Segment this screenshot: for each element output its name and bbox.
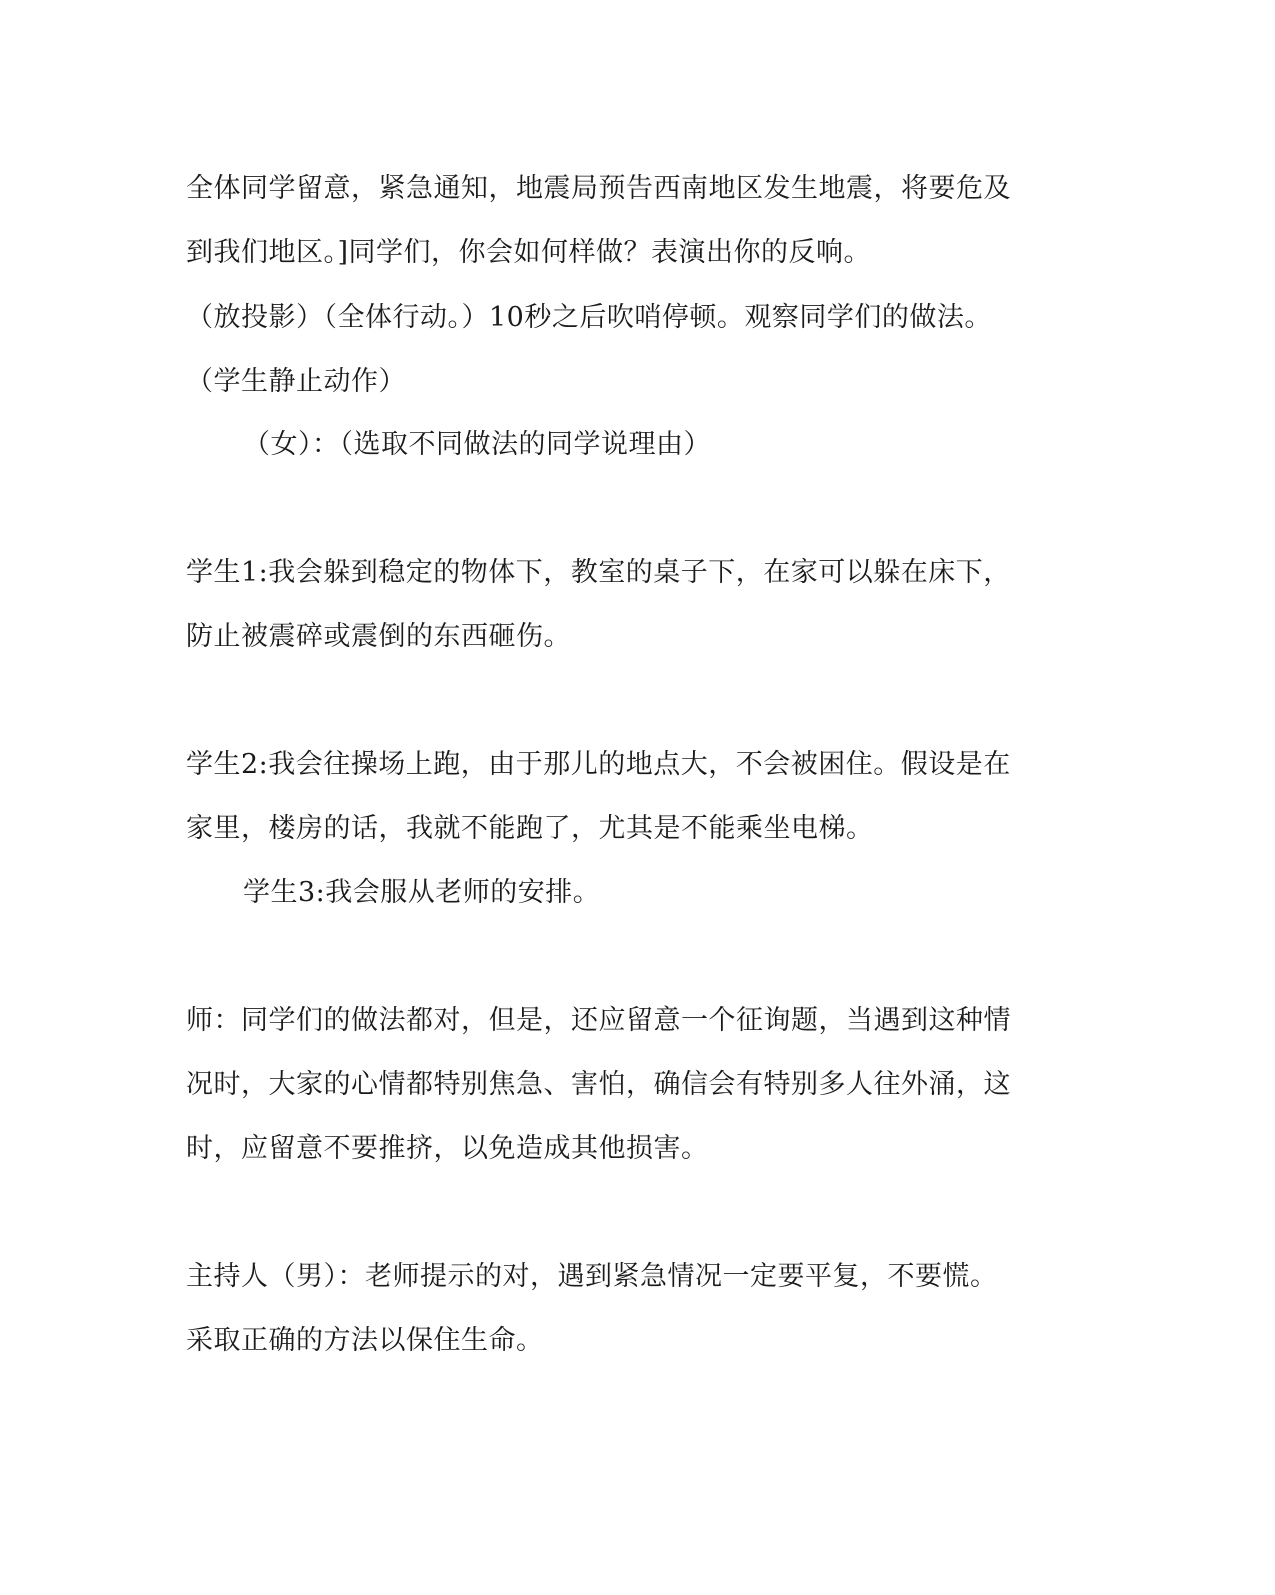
text-line: 学生1:我会躲到稳定的物体下，教室的桌子下，在家可以躲在床下， [186,557,1011,588]
text-line: （学生静止动作） [186,366,406,397]
text-line: 防止被震碎或震倒的东西砸伤。 [186,621,571,652]
text-line: （女）：（选取不同做法的同学说理由） [243,429,711,460]
text-line: 学生3:我会服从老师的安排。 [243,877,601,908]
text-line: 时，应留意不要推挤，以免造成其他损害。 [186,1133,709,1164]
text-line: 家里，楼房的话，我就不能跑了，尤其是不能乘坐电梯。 [186,813,874,844]
text-line: 全体同学留意，紧急通知，地震局预告西南地区发生地震，将要危及 [186,173,1011,204]
text-line: 况时，大家的心情都特别焦急、害怕，确信会有特别多人往外涌，这 [186,1069,1011,1100]
text-line: 师：同学们的做法都对，但是，还应留意一个征询题，当遇到这种情 [186,1005,1011,1036]
text-line: 到我们地区。]同学们，你会如何样做？表演出你的反响。 [186,237,872,268]
text-line: 主持人（男）：老师提示的对，遇到紧急情况一定要平复，不要慌。 [186,1261,998,1292]
text-line: 学生2:我会往操场上跑，由于那儿的地点大，不会被困住。假设是在 [186,749,1011,780]
text-line: （放投影）（全体行动。）10秒之后吹哨停顿。观察同学们的做法。 [186,302,992,333]
text-line: 采取正确的方法以保住生命。 [186,1325,544,1356]
